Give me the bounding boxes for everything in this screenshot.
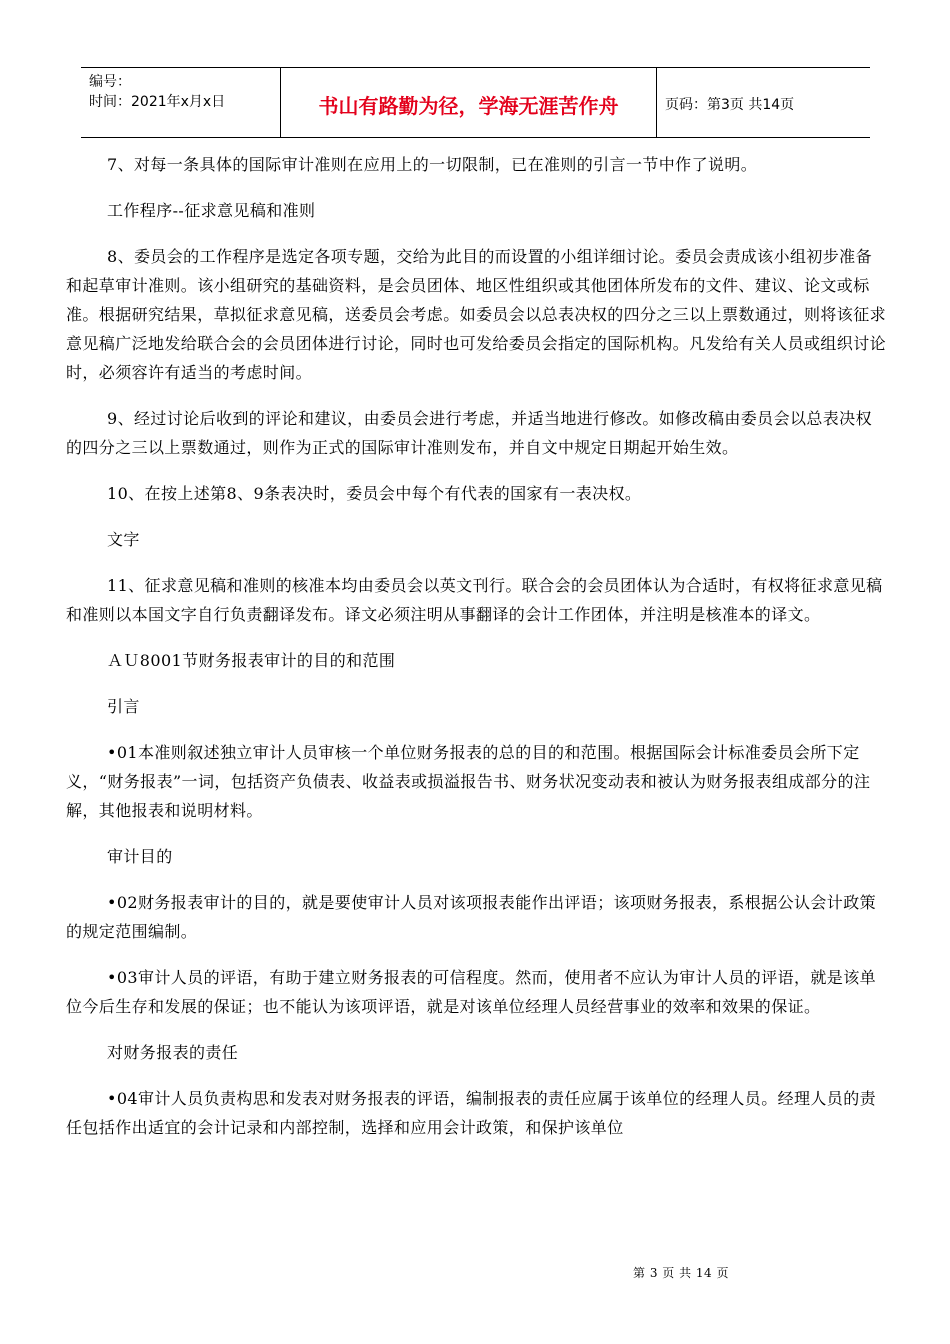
paragraph-10: 10、在按上述第8、9条表决时，委员会中每个有代表的国家有一表决权。 [107,484,642,503]
paragraph-8: 8、委员会的工作程序是选定各项专题，交给为此目的而设置的小组详细讨论。委员会责成该小组初步准备和起草审计准则。该小组研究的基础资料，是会员团体、地区性组织或其他团体所发布的文件、建议、论文或标准。根据研究结果，草拟征求意见稿，送委员会考虑。如委员会以总表决权的四分之三以上票数通过，则将该征求意见稿广泛地发给联合会的会员团体进行讨论，同时也可发给委员会指定的国际机构。凡发给有关人员或组织讨论时，必须容许有适当的考虑时间。 [66,247,887,382]
header-info-cell [81,68,281,137]
document-time-label: 时间：2021年x月x日 [89,94,226,110]
paragraph-01: •01本准则叙述独立审计人员审核一个单位财务报表的总的目的和范围。根据国际会计标准委员会所下定义，“财务报表”一词，包括资产负债表、收益表或损溢报告书、财务状况变动表和被认为财务报表组成部分的注解，其他报表和说明材料。 [66,743,871,820]
paragraph-11: 11、征求意见稿和准则的核准本均由委员会以英文刊行。联合会的会员团体认为合适时，有权将征求意见稿和准则以本国文字自行负责翻译发布。译文必须注明从事翻译的会计工作团体，并注明是核准本的译文。 [66,576,883,624]
document-number-label: 编号： [89,74,131,90]
header-motto: 书山有路勤为径，学海无涯苦作舟 [281,68,657,137]
paragraph-04: •04审计人员负责构思和发表对财务报表的评语，编制报表的责任应属于该单位的经理人员。经理人员的责任包括作出适宜的会计记录和内部控制，选择和应用会计政策，和保护该单位 [66,1089,876,1137]
paragraph-7: 7、对每一条具体的国际审计准则在应用上的一切限制，已在准则的引言一节中作了说明。 [107,155,758,174]
document-header [81,67,870,138]
header-page-number: 页码：第3页 共14页 [665,96,795,113]
section-heading-au8001: ＡＵ8001节财务报表审计的目的和范围 [107,651,396,670]
section-heading-procedure: 工作程序--征求意见稿和准则 [107,201,316,220]
paragraph-9: 9、经过讨论后收到的评论和建议，由委员会进行考虑，并适当地进行修改。如修改稿由委员会以总表决权的四分之三以上票数通过，则作为正式的国际审计准则发布，并自文中规定日期起开始生效。 [66,409,872,457]
paragraph-02: •02财务报表审计的目的，就是要使审计人员对该项报表能作出评语；该项财务报表，系根据公认会计政策的规定范围编制。 [66,893,876,941]
section-heading-responsibility: 对财务报表的责任 [107,1043,239,1062]
page-footer: 第 3 页 共 14 页 [633,1266,729,1280]
section-heading-introduction: 引言 [107,697,140,716]
section-heading-text: 文字 [107,530,140,549]
section-heading-audit-objective: 审计目的 [107,847,173,866]
document-body [66,150,886,1142]
paragraph-03: •03审计人员的评语，有助于建立财务报表的可信程度。然而，使用者不应认为审计人员的评语，就是该单位今后生存和发展的保证；也不能认为该项评语，就是对该单位经理人员经营事业的效率和效果的保证。 [66,968,876,1016]
